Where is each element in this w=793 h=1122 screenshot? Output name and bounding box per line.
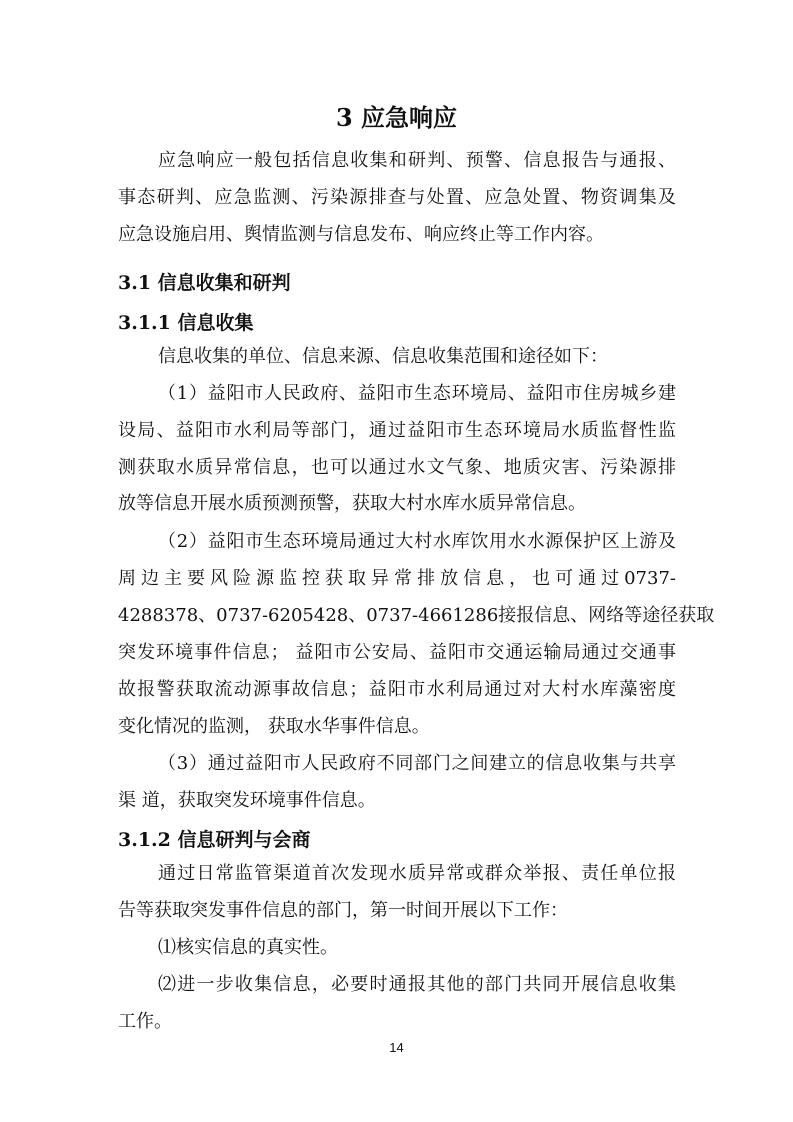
paragraph-line: 变化情况的监测， 获取水华事件信息。: [118, 716, 430, 737]
paragraph-line: 放等信息开展水质预测预警，获取大村水库水质异常信息。: [118, 493, 586, 514]
paragraph-line: （3）通过益阳市人民政府不同部门之间建立的信息收集与共享: [158, 753, 676, 774]
chapter-title: 3 应急响应: [335, 103, 458, 132]
paragraph-line: 告等获取突发事件信息的部门，第一时间开展以下工作：: [118, 900, 568, 921]
paragraph-line: 4288378、0737-6205428、0737-4661286接报信息、网络等途径获取: [118, 605, 715, 626]
paragraph-line: 设局、益阳市水利局等部门，通过益阳市生态环境局水质监督性监: [118, 420, 676, 441]
paragraph-line: 周边主要风险源监控获取异常排放信息，也可通过0737-: [118, 568, 676, 589]
paragraph-line: 应急设施启用、舆情监测与信息发布、响应终止等工作内容。: [118, 224, 604, 245]
paragraph-line: （1）益阳市人民政府、益阳市生态环境局、益阳市住房城乡建: [158, 383, 676, 404]
subsection-heading: 3.1.1 信息收集: [118, 312, 254, 334]
paragraph-line: ⑵进一步收集信息，必要时通报其他的部门共同开展信息收集: [158, 974, 676, 995]
paragraph-line: （2）益阳市生态环境局通过大村水库饮用水水源保护区上游及: [158, 531, 676, 552]
subsection-heading: 3.1.2 信息研判与会商: [118, 829, 311, 851]
paragraph-line: 应急响应一般包括信息收集和研判、预警、信息报告与通报、: [158, 150, 676, 171]
paragraph-line: 渠 道，获取突发环境事件信息。: [118, 790, 376, 811]
paragraph-line: 突发环境事件信息； 益阳市公安局、益阳市交通运输局通过交通事: [118, 642, 676, 663]
paragraph-line: 故报警获取流动源事故信息；益阳市水利局通过对大村水库藻密度: [118, 679, 676, 700]
paragraph-line: ⑴核实信息的真实性。: [158, 937, 338, 958]
paragraph-line: 测获取水质异常信息，也可以通过水文气象、地质灾害、污染源排: [118, 457, 676, 478]
page-number: 14: [389, 1040, 404, 1055]
paragraph-line: 通过日常监管渠道首次发现水质异常或群众举报、责任单位报: [158, 863, 676, 884]
paragraph-line: 事态研判、应急监测、污染源排查与处置、应急处置、物资调集及: [118, 187, 676, 208]
paragraph-line: 工作。: [118, 1011, 172, 1032]
paragraph-line: 信息收集的单位、信息来源、信息收集范围和途径如下：: [158, 346, 608, 367]
section-heading: 3.1 信息收集和研判: [118, 272, 291, 294]
